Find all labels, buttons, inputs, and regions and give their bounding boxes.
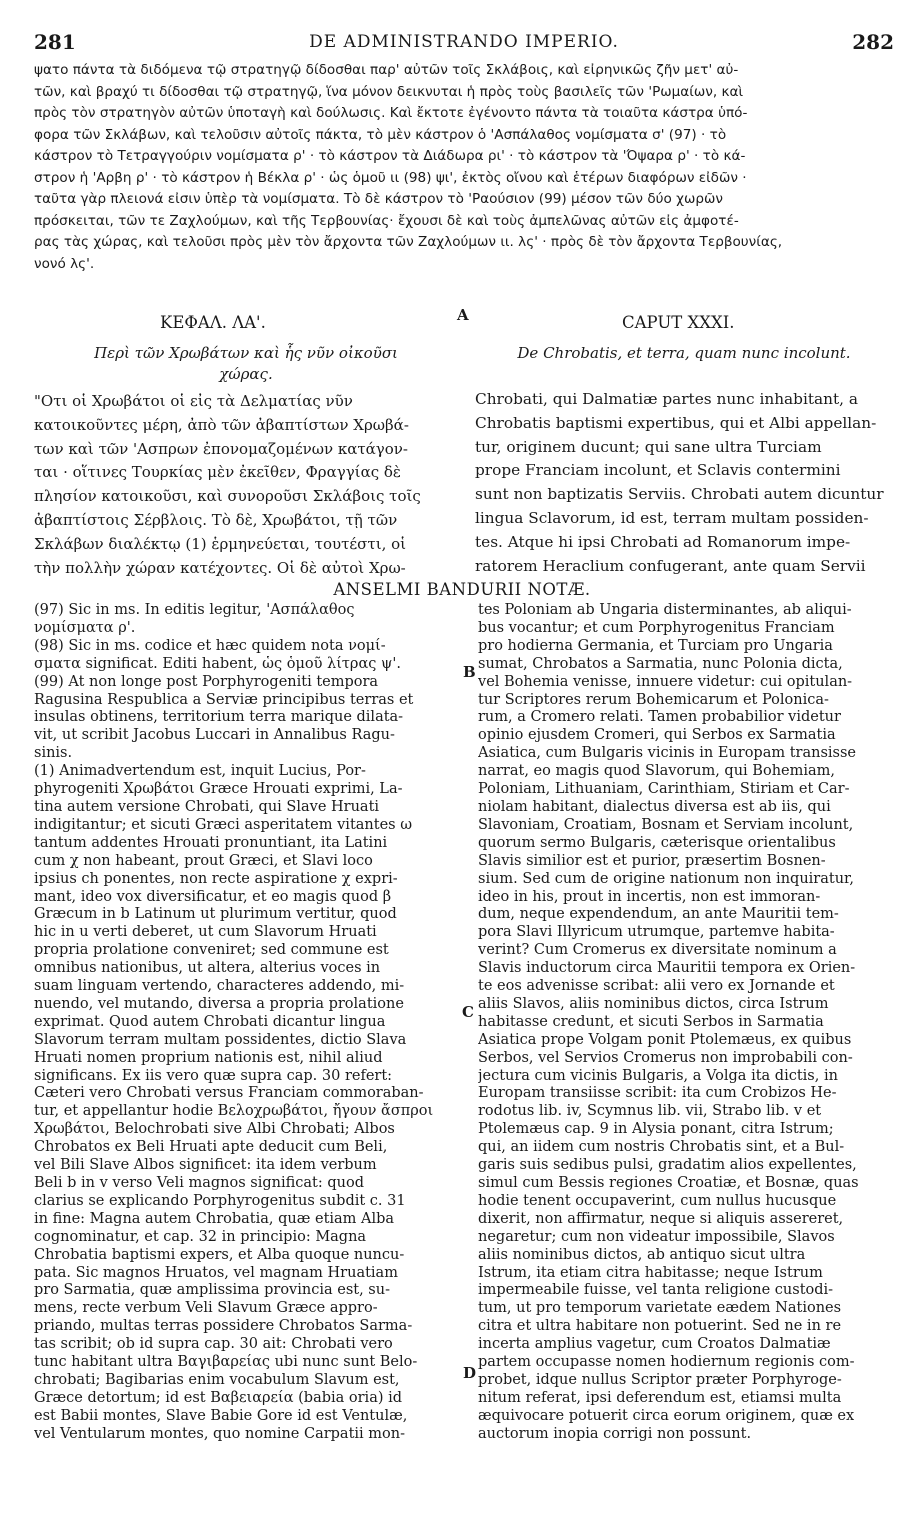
greek-body-column [34,390,458,580]
text-line: negaretur; cum non videatur impossibile, Slavos [478,1228,835,1245]
text-line: prope Franciam incolunt, et Sclavis contermini [475,461,841,480]
greek-chapter-subtitle [34,343,458,385]
text-line: jectura cum vicinis Bulgaris, a Volga ita dictis, in [478,1067,838,1084]
text-line: garis suis sedibus pulsi, gradatim alios expellentes, [478,1157,857,1174]
latin-body-column [475,388,891,578]
text-line: ταῦτα γὰρ πλειονά εἰσιν ὑπὲρ τὰ νομίσματα. Τὸ δὲ κάστρον τὸ 'Ραούσιον (99) μέσον τῶν δύο χωρῶν [34,191,723,207]
top-greek-paragraph [34,60,890,275]
text-line: aliis nominibus dictos, ab antiquo sicut ultra [478,1246,806,1263]
text-line: Slavoniam, Croatiam, Bosnam et Serviam incolunt, [478,816,854,833]
text-line: niolam habitant, dialectus diversa est ab iis, qui [478,798,831,815]
text-line: νομίσματα ρ'. [34,619,136,636]
text-line: Ptolemæus cap. 9 in Alysia ponant, citra Istrum; [478,1121,834,1138]
text-line: ψατο πάντα τὰ διδόμενα τῷ στρατηγῷ δίδοσθαι παρ' αὐτῶν τοῖς Σκλάβοις, καὶ εἰρηνικῶς ζῆν μετ' αὐ- [34,62,739,78]
text-line: "Οτι οἱ Χρωβάτοι οἱ εἰς τὰ Δελματίας νῦν [34,392,353,410]
margin-marker-c: C [462,1003,474,1021]
text-line: (99) At non longe post Porphyrogeniti tempora [34,673,379,690]
page-number-left: 281 [34,30,76,54]
greek-chapter-title: ΚΕΦΑΛ. ΛΑ'. [160,313,266,332]
text-line: ρας τὰς χώρας, καὶ τελοῦσι πρὸς μὲν τὸν ἄρχοντα τῶν Ζαχλούμων ιι. λς' · πρὸς δὲ τὸν ἄρχοντα Τερβουνίας, [34,234,783,250]
text-line: æquivocare potuerit circa eorum originem, quæ ex [478,1407,855,1424]
text-line: lingua Sclavorum, id est, terram multam possiden- [475,508,869,527]
text-line: tunc habitant ultra Βαγιβαρείας ubi nunc sunt Belo- [34,1354,418,1371]
text-line: tur, originem ducunt; qui sane ultra Turciam [475,437,822,456]
text-line: pro hodierna Germania, et Turciam pro Ungaria [478,637,833,654]
text-line: clarius se explicando Porphyrogenitus subdit c. 31 [34,1192,406,1209]
text-line: priando, multas terras possidere Chrobatos Sarma- [34,1318,413,1335]
text-line: Chrobati, qui Dalmatiæ partes nunc inhabitant, a [475,390,858,408]
text-line: ται · οἵτινες Τουρκίας μὲν ἐκεῖθεν, Φραγγίας δὲ [34,463,401,482]
page-header [34,30,894,56]
text-line: Istrum, ita etiam citra habitasse; neque Istrum [478,1264,823,1281]
notes-heading: ANSELMI BANDURII NOTÆ. [333,580,591,599]
text-line: cum χ non habeant, prout Græci, et Slavi loco [34,852,373,869]
text-line: vel Bili Slave Albos significet: ita idem verbum [34,1157,377,1174]
text-line: indigitantur; et sicuti Græci asperitatem vitantes ω [34,816,413,833]
notes-right-column [478,602,890,1444]
text-line: verint? Cum Cromerus ex diversitate nominum a [478,942,837,959]
text-line: Chrobatos ex Beli Hruati apte deducit cum Beli, [34,1139,388,1156]
text-line: exprimat. Quod autem Chrobati dicantur lingua [34,1013,386,1030]
text-line: sinis. [34,745,73,762]
text-line: Græce detortum; id est Βαβειαρεία (babia oria) id [34,1389,403,1406]
text-line: ideo in his, prout in incertis, non est immoran- [478,888,821,905]
notes-left-column [34,602,458,1444]
latin-chapter-subtitle: De Chrobatis, et terra, quam nunc incolunt. [517,344,851,362]
text-line: νονό λς'. [34,255,95,272]
text-line: est Babii montes, Slave Babie Gore id est Ventulæ, [34,1407,408,1424]
text-line: incerta amplius vagetur, cum Croatos Dalmatiæ [478,1336,831,1353]
text-line: Beli b in v verso Veli magnos significat: quod [34,1175,365,1191]
text-line: (1) Animadvertendum est, inquit Lucius, Por- [34,763,366,780]
text-line: στρον ἡ 'Αρβη ρ' · τὸ κάστρον ἡ Βέκλα ρ' · ὡς ὁμοῦ ιι (98) ψι', ἐκτὸς οἴνου καὶ ἑτέρων διαφόρων εἰδῶν · [34,169,747,186]
text-line: τὴν πολλὴν χώραν κατέχοντες. Οἱ δὲ αὐτοὶ Χρω- [34,558,406,577]
text-line: tantum addentes Hrouati pronuntiant, ita Latini [34,834,388,851]
text-line: sumat, Chrobatos a Sarmatia, nunc Polonia dicta, [478,655,843,672]
text-line: omnibus nationibus, ut altera, alterius voces in [34,960,381,977]
text-line: σματα significat. Editi habent, ὡς ὁμοῦ λίτρας ψ'. [34,655,401,672]
text-line: κάστρον τὸ Τετραγγούριν νομίσματα ρ' · τὸ κάστρον τὰ Διάδωρα ρι' · τὸ κάστρον τὰ 'Όψαρα ρ' · τὸ κά- [34,148,746,164]
text-line: Asiatica prope Volgam ponit Ptolemæus, ex quibus [478,1031,852,1048]
text-line: bus vocantur; et cum Porphyrogenitus Franciam [478,619,835,636]
text-line: πλησίον κατοικοῦσι, καὶ συνοροῦσι Σκλάβοις τοῖς [34,487,421,506]
text-line: simul cum Bessis regiones Croatiæ, et Bosnæ, quas [478,1175,859,1191]
text-line: Græcum in b Latinum ut plurimum vertitur, quod [34,906,397,923]
text-line: narrat, eo magis quod Slavorum, qui Bohemiam, [478,763,835,780]
text-line: probet, idque nullus Scriptor præter Porphyroge- [478,1371,842,1388]
text-line: Chrobatia baptismi expers, et Alba quoque nuncu- [34,1246,405,1263]
text-line: cognominatur, et cap. 32 in principio: Magna [34,1228,367,1245]
text-line: tum, ut pro temporum varietate eædem Nationes [478,1300,842,1317]
text-line: pora Slavi Illyricum utrumque, partemve habita- [478,924,835,941]
text-line: dixerit, non affirmatur, neque si aliquis assereret, [478,1210,844,1227]
text-line: significans. Ex iis vero quæ supra cap. 30 refert: [34,1067,393,1084]
text-line: φορα τῶν Σκλάβων, καὶ τελοῦσιν αὐτοῖς πάκτα, τὸ μὲν κάστρον ὁ 'Ασπάλαθος νομίσματα σ' (97) · τὸ [34,126,727,143]
text-line: insulas obtinens, territorium terra marique dilata- [34,709,404,726]
text-line: Chrobatis baptismi expertibus, qui et Albi appellan- [475,413,877,432]
text-line: Serbos, vel Servios Cromerus non improbabili con- [478,1049,853,1066]
text-line: sunt non baptizatis Serviis. Chrobati autem dicuntur [475,485,884,504]
text-line: τῶν, καὶ βραχύ τι δίδοσθαι τῷ στρατηγῷ, ἵνα μόνον δεικνυται ἡ πρὸς τοὺς βασιλεῖς τῶν 'Ρωμαίων, καὶ [34,83,744,100]
text-line: tes. Atque hi ipsi Chrobati ad Romanorum impe- [475,532,851,551]
page-number-right: 282 [852,30,894,54]
text-line: quorum sermo Bulgaris, cæterisque orientalibus [478,834,836,851]
text-line: opinio ejusdem Cromeri, qui Serbos ex Sarmatia [478,727,836,744]
text-line: Χρωβάτοι, Belochrobati sive Albi Chrobati; Albos [34,1121,395,1138]
text-line: suam linguam vertendo, characteres addendo, mi- [34,978,405,995]
text-line: rodotus lib. iv, Scymnus lib. vii, Strabo lib. v et [478,1103,822,1120]
text-line: partem occupasse nomen hodiernum regionis com- [478,1354,855,1371]
text-line: Poloniam, Lithuaniam, Carinthiam, Stiriam et Car- [478,781,850,798]
text-line: chrobati; Bagibarias enim vocabulum Slavum est, [34,1371,400,1388]
greek-subtitle-line: Περὶ τῶν Χρωβάτων καὶ ἧς νῦν οἰκοῦσι [94,344,398,362]
text-line: vel Ventularum montes, quo nomine Carpatii mon- [34,1425,406,1442]
text-line: aliis Slavos, aliis nominibus dictos, circa Istrum [478,995,829,1012]
text-line: rum, a Cromero relati. Tamen probabilior videtur [478,709,841,726]
text-line: Cæteri vero Chrobati versus Franciam commoraban- [34,1085,424,1102]
text-line: te eos advenisse scribat: alii vero ex Jornande et [478,978,835,995]
text-line: Hruati nomen proprium nationis est, nihil aliud [34,1049,383,1066]
text-line: sium. Sed cum de origine nationum non inquiratur, [478,870,854,887]
text-line: in fine: Magna autem Chrobatia, quæ etiam Alba [34,1210,395,1227]
text-line: vel Bohemia venisse, innuere videtur: cui opitulan- [478,673,853,690]
text-line: propria prolatione conveniret; sed commune est [34,942,389,959]
text-line: pata. Sic magnos Hruatos, vel magnam Hruatiam [34,1264,398,1281]
text-line: ipsius ch ponentes, non recte aspiratione χ expri- [34,870,398,887]
text-line: ἀβαπτίστοις Σέρβλοις. Τὸ δὲ, Χρωβάτοι, τῇ τῶν [34,510,398,529]
text-line: tas scribit; ob id supra cap. 30 ait: Chrobati vero [34,1336,393,1353]
text-line: Slavorum terram multam possidentes, dictio Slava [34,1031,407,1048]
text-line: των καὶ τῶν 'Ασπρων ἐπονομαζομένων κατάγον- [34,439,408,458]
text-line: Slavis similior est et purior, præsertim Bosnen- [478,852,826,869]
text-line: citra et ultra habitare non potuerint. Sed ne in re [478,1318,842,1335]
text-line: Ragusina Respublica a Serviæ principibus terras et [34,691,414,708]
text-line: nitum referat, ipsi deferendum est, etiamsi multa [478,1389,842,1406]
text-line: mant, ideo vox diversificatur, et eo magis quod β [34,888,392,905]
text-line: pro Sarmatia, quæ amplissima provincia est, su- [34,1282,390,1299]
text-line: κατοικοῦντες μέρη, ἀπὸ τῶν ἀβαπτίστων Χρωβά- [34,415,409,434]
text-line: nuendo, vel mutando, diversa a propria prolatione [34,995,404,1012]
text-line: impermeabile fuisse, vel tanta religione custodi- [478,1282,834,1299]
text-line: πρὸς τὸν στρατηγὸν αὐτῶν ὑποταγὴ καὶ δούλωσις. Καὶ ἔκτοτε ἐγένοντο πάντα τὰ τοιαῦτα κάστρα ὑπό- [34,105,748,121]
latin-chapter-title: CAPUT XXXI. [622,313,735,332]
text-line: hodie tenent occupaverint, cum nullus hucusque [478,1192,837,1209]
text-line: Slavis inductorum circa Mauritii tempora ex Orien- [478,960,856,977]
text-line: habitasse credunt, et sicuti Serbos in Sarmatia [478,1013,824,1030]
text-line: mens, recte verbum Veli Slavum Græce appro- [34,1300,378,1317]
text-line: tina autem versione Chrobati, qui Slave Hruati [34,798,380,815]
margin-marker-a: A [457,306,469,324]
greek-subtitle-line: χώρας. [219,365,273,383]
text-line: auctorum inopia corrigi non possunt. [478,1425,752,1442]
text-line: ratorem Heraclium confugerant, ante quam Servii [475,556,866,575]
text-line: dum, neque expendendum, an ante Mauritii tem- [478,906,839,923]
text-line: tur, et appellantur hodie Βελοχρωβάτοι, ἤγουν ἄσπροι [34,1103,434,1120]
text-line: (98) Sic in ms. codice et hæc quidem nota νομί- [34,637,386,654]
margin-marker-d: D [463,1364,477,1382]
text-line: hic in u verti deberet, ut cum Slavorum Hruati [34,924,377,941]
text-line: πρόσκειται, τῶν τε Ζαχλούμων, καὶ τῆς Τερβουνίας· ἔχουσι δὲ καὶ τοὺς ἀμπελῶνας αὐτῶν εἰς ἀμφοτέ- [34,212,739,229]
text-line: Asiatica, cum Bulgaris vicinis in Europam transisse [478,745,856,762]
text-line: tur Scriptores rerum Bohemicarum et Polonica- [478,691,829,708]
text-line: Europam transiisse scribit: ita cum Crobizos He- [478,1085,837,1102]
text-line: phyrogeniti Χρωβάτοι Græce Hrouati exprimi, La- [34,781,403,798]
text-line: qui, an iidem cum nostris Chrobatis sint, et a Bul- [478,1139,845,1156]
margin-marker-b: B [463,663,476,681]
text-line: tes Poloniam ab Ungaria disterminantes, ab aliqui- [478,602,852,618]
text-line: (97) Sic in ms. In editis legitur, 'Ασπάλαθος [34,602,355,618]
running-title: DE ADMINISTRANDO IMPERIO. [309,32,619,52]
text-line: Σκλάβων διαλέκτῳ (1) ἑρμηνεύεται, τουτέστι, οἱ [34,534,407,553]
text-line: vit, ut scribit Jacobus Luccari in Annalibus Ragu- [34,727,395,744]
